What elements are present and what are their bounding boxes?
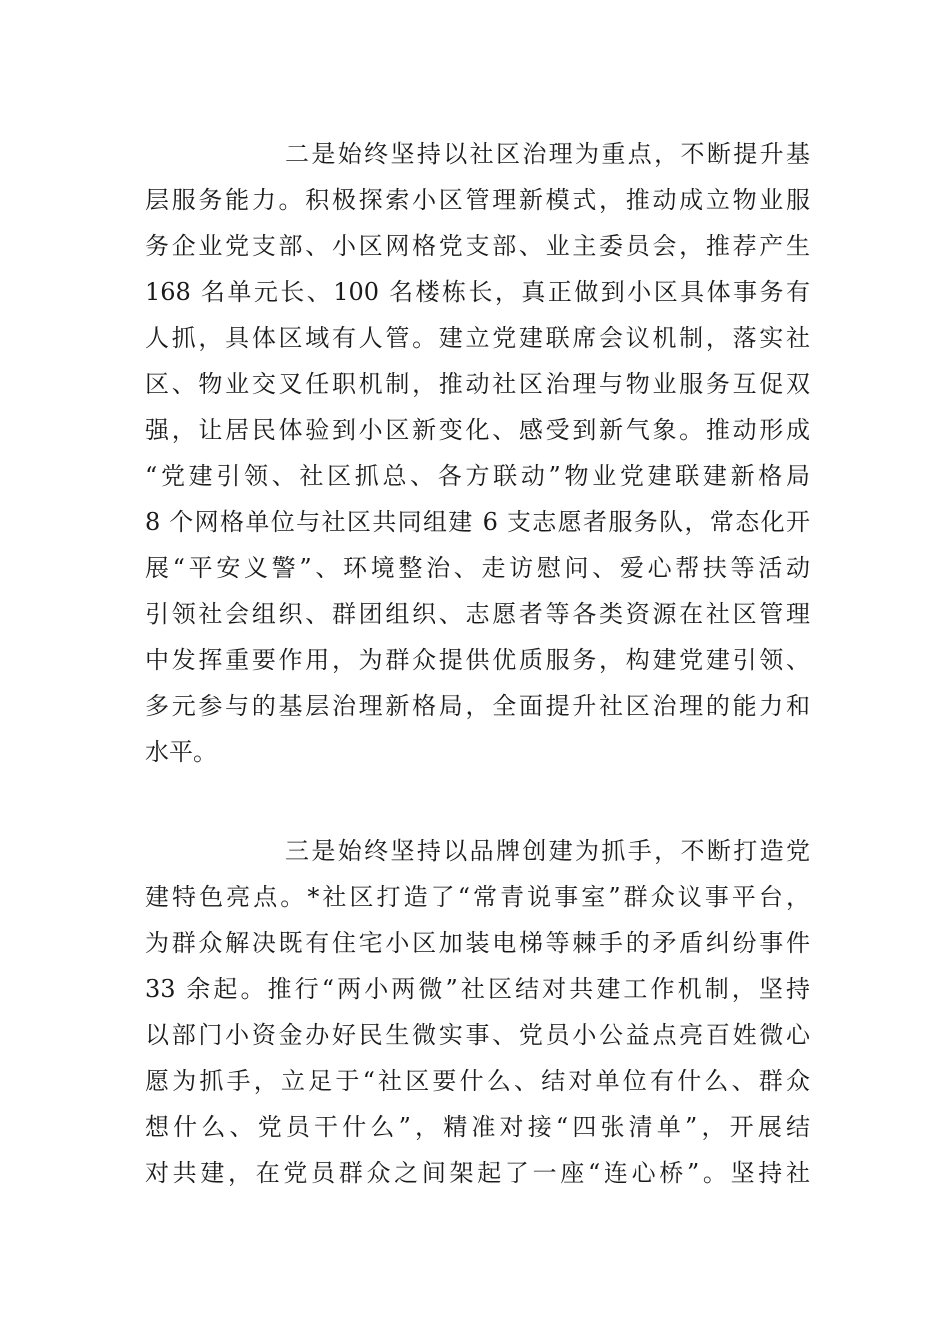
paragraph-line: 引领社会组织、群团组织、志愿者等各类资源在社区管理 — [145, 600, 810, 628]
paragraph-line: 中发挥重要作用，为群众提供优质服务，构建党建引领、 — [145, 646, 810, 674]
paragraph-line: 想什么、党员干什么”，精准对接“四张清单”，开展结 — [145, 1113, 810, 1141]
paragraph-community-governance — [145, 131, 810, 775]
paragraph-line: 展“平安义警”、环境整治、走访慰问、爱心帮扶等活动 — [145, 554, 810, 582]
paragraph-line: 水平。 — [145, 738, 217, 766]
paragraph-brand-building — [145, 828, 810, 1196]
paragraph-line: 多元参与的基层治理新格局，全面提升社区治理的能力和 — [145, 692, 810, 720]
paragraph-line: 8 个网格单位与社区共同组建 6 支志愿者服务队，常态化开 — [145, 508, 810, 536]
paragraph-line: 愿为抓手，立足于“社区要什么、结对单位有什么、群众 — [145, 1067, 810, 1095]
paragraph-line: 强，让居民体验到小区新变化、感受到新气象。推动形成 — [145, 416, 810, 444]
paragraph-line: 区、物业交叉任职机制，推动社区治理与物业服务互促双 — [145, 370, 810, 398]
paragraph-line: 建特色亮点。*社区打造了“常青说事室”群众议事平台， — [145, 883, 810, 911]
paragraph-line: 三是始终坚持以品牌创建为抓手，不断打造党 — [285, 837, 810, 865]
paragraph-line: “党建引领、社区抓总、各方联动”物业党建联建新格局 — [145, 462, 810, 490]
paragraph-line: 为群众解决既有住宅小区加装电梯等棘手的矛盾纠纷事件 — [145, 929, 810, 957]
paragraph-line: 人抓，具体区域有人管。建立党建联席会议机制，落实社 — [145, 324, 810, 352]
paragraph-line: 以部门小资金办好民生微实事、党员小公益点亮百姓微心 — [145, 1021, 810, 1049]
paragraph-line: 对共建，在党员群众之间架起了一座“连心桥”。坚持社 — [145, 1159, 810, 1187]
paragraph-line: 务企业党支部、小区网格党支部、业主委员会，推荐产生 — [145, 232, 810, 260]
paragraph-line: 168 名单元长、100 名楼栋长，真正做到小区具体事务有 — [145, 278, 810, 306]
paragraph-line: 层服务能力。积极探索小区管理新模式，推动成立物业服 — [145, 186, 810, 214]
paragraph-line: 33 余起。推行“两小两微”社区结对共建工作机制，坚持 — [145, 975, 810, 1003]
paragraph-line: 二是始终坚持以社区治理为重点，不断提升基 — [285, 140, 810, 168]
